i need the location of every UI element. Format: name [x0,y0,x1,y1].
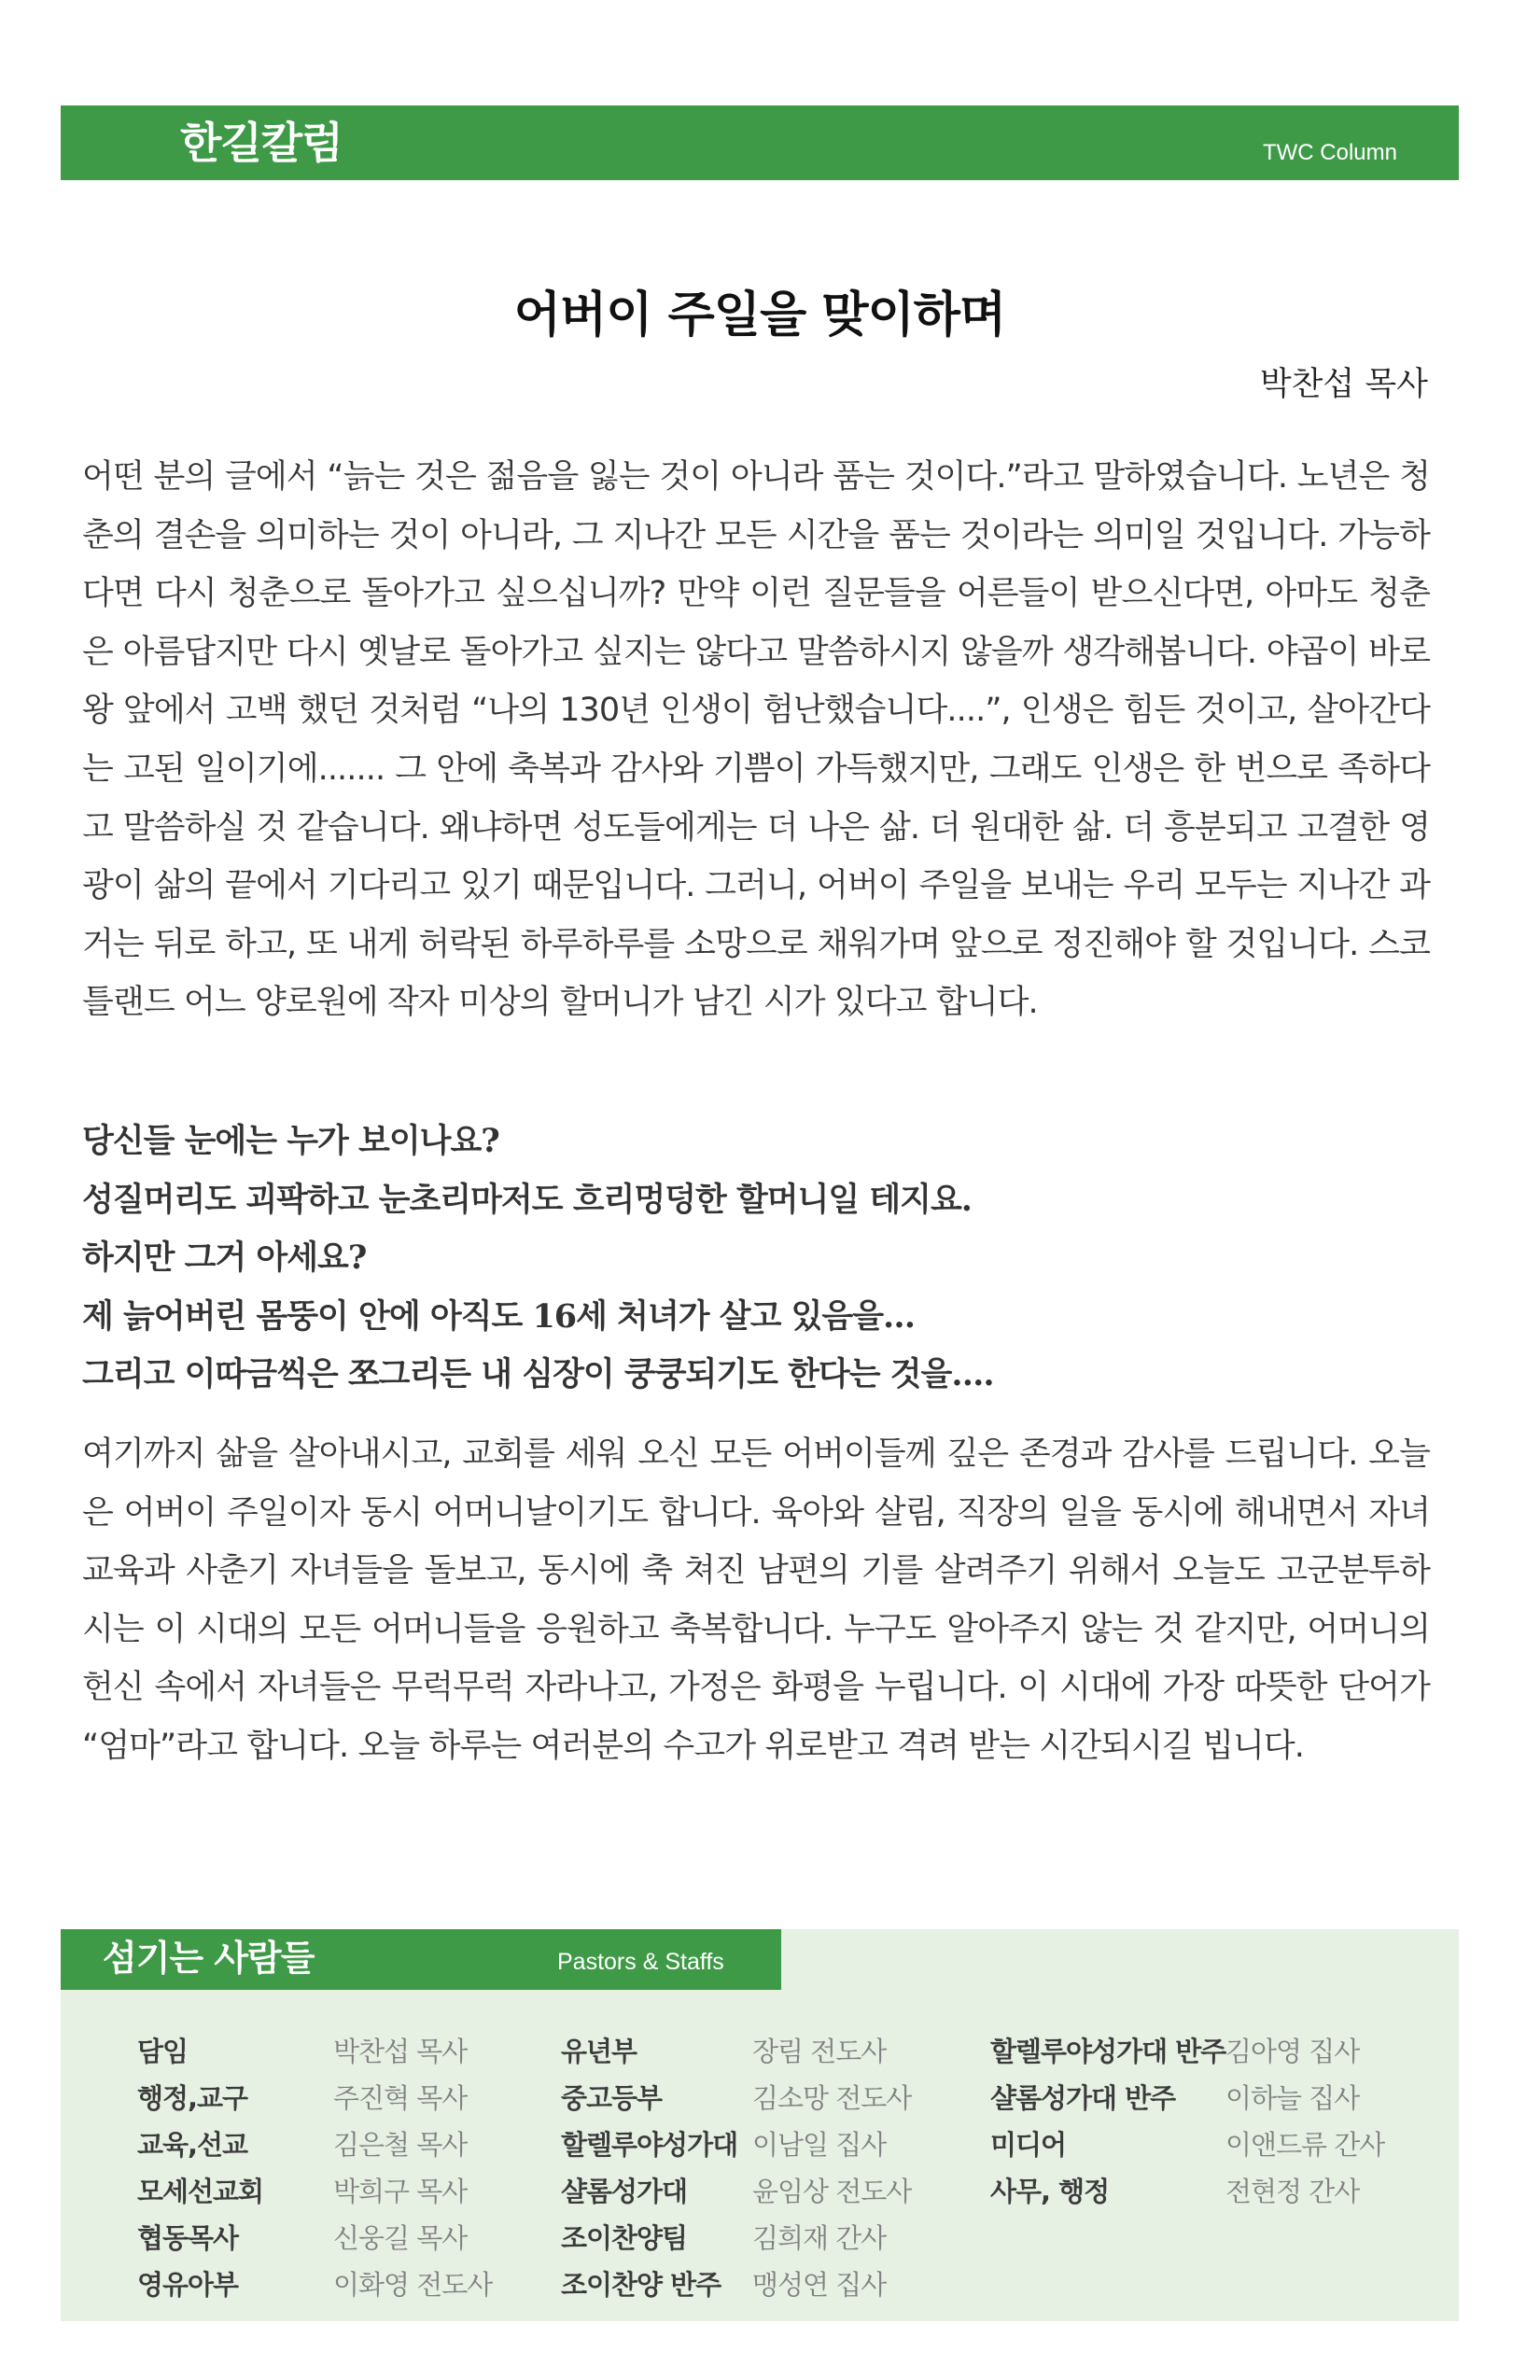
staff-row [561,2028,1009,2075]
staff-name: 이남일 집사 [752,2129,887,2161]
staff-row [990,2028,1438,2075]
staff-name: 이앤드류 간사 [1225,2129,1385,2161]
staff-row [561,2121,1009,2168]
staff-name: 박희구 목사 [333,2176,468,2207]
article-paragraph-2: 여기까지 삶을 살아내시고, 교회를 세워 오신 모든 어버이들께 깊은 존경과 감사를 드립니다. 오늘은 어버이 주일이자 동시 어머니날이기도 합니다. 육아와 살림, 직장의 일을 동시에 해내면서 자녀 교육과 사춘기 자녀들을 돌보고, 동시에 축 쳐진 남편의 기를 살려주기 위해서 오늘도 고군분투하시는 이 시대의 모든 어머니들을 응원하고 축복합니다. 누구도 알아주지 않는 것 같지만, 어머니의 헌신 속에서 자녀들은 무럭무럭 자라나고, 가정은 화평을 누립니다. 이 시대에 가장 따뜻한 단어가 “엄마”라고 합니다. 오늘 하루는 여러분의 수고가 위로받고 격려 받는 시간되시길 빕니다. [82,1435,1430,1765]
staff-column-1 [137,2028,585,2308]
staff-name: 전현정 간사 [1225,2176,1360,2207]
staff-role: 협동목사 [137,2222,239,2254]
staff-role: 행정,교구 [137,2082,248,2114]
staff-column-3 [990,2028,1438,2215]
staff-name: 이화영 전도사 [333,2269,493,2301]
article-author: 박찬섭 목사 [1259,366,1428,403]
column-header-title: 한길칼럼 [180,118,343,168]
staff-subtitle: Pastors & Staffs [557,1949,724,1975]
staff-name: 김희재 간사 [752,2222,887,2254]
staff-name: 이하늘 집사 [1225,2082,1360,2114]
staff-role: 할렐루야성가대 [561,2129,738,2161]
staff-role: 조이찬양팀 [561,2222,688,2254]
poem-line: 당신들 눈에는 누가 보이나요? [82,1122,499,1160]
poem-line: 그리고 이따금씩은 쪼그리든 내 심장이 쿵쿵되기도 한다는 것을…. [82,1355,994,1394]
column-header-bar [61,105,1459,180]
staff-row [137,2028,585,2075]
staff-role: 조이찬양 반주 [561,2269,721,2301]
staff-role: 미디어 [990,2129,1067,2161]
poem-line: 하지만 그거 아세요? [82,1239,367,1278]
poem-block [82,1113,1430,1405]
staff-row [137,2215,585,2261]
poem-line: 성질머리도 괴팍하고 눈초리마저도 흐리멍덩한 할머니일 테지요. [82,1180,972,1219]
staff-row [561,2075,1009,2121]
staff-name: 신웅길 목사 [333,2222,468,2254]
staff-name: 장림 전도사 [752,2036,887,2067]
staff-row [561,2261,1009,2308]
staff-role: 모세선교회 [137,2176,264,2207]
staff-role: 교육,선교 [137,2129,248,2161]
staff-role: 담임 [137,2036,189,2067]
staff-row [137,2261,585,2308]
staff-role: 유년부 [561,2036,637,2067]
staff-row [137,2168,585,2215]
staff-name: 김아영 집사 [1225,2036,1360,2067]
staff-name: 주진혁 목사 [333,2082,468,2114]
column-header-subtitle: TWC Column [1262,140,1397,165]
staff-role: 샬롬성가대 반주 [990,2082,1176,2114]
article-title: 어버이 주일을 맞이하며 [513,287,1006,343]
staff-role: 중고등부 [561,2082,663,2114]
staff-row [137,2121,585,2168]
staff-row [990,2121,1438,2168]
staff-panel [61,1929,1459,2321]
staff-role: 사무, 행정 [990,2176,1110,2207]
staff-row [990,2168,1438,2215]
staff-name: 김은철 목사 [333,2129,468,2161]
article-paragraph-1: 어떤 분의 글에서 “늙는 것은 젊음을 잃는 것이 아니라 품는 것이다.”라고 말하였습니다. 노년은 청춘의 결손을 의미하는 것이 아니라, 그 지나간 모든 시간을 품는 것이라는 의미일 것입니다. 가능하다면 다시 청춘으로 돌아가고 싶으십니까? 만약 이런 질문들을 어른들이 받으신다면, 아마도 청춘은 아름답지만 다시 옛날로 돌아가고 싶지는 않다고 말씀하시지 않을까 생각해봅니다. 야곱이 바로 왕 앞에서 고백 했던 것처럼 “나의 130년 인생이 험난했습니다....”, 인생은 힘든 것이고, 살아간다는 고된 일이기에....... 그 안에 축복과 감사와 기쁨이 가득했지만, 그래도 인생은 한 번으로 족하다고 말씀하실 것 같습니다. 왜냐하면 성도들에게는 더 나은 삶. 더 원대한 삶. 더 흥분되고 고결한 영광이 삶의 끝에서 기다리고 있기 때문입니다. 그러니, 어버이 주일을 보내는 우리 모두는 지나간 과거는 뒤로 하고, 또 내게 허락된 하루하루를 소망으로 채워가며 앞으로 정진해야 할 것입니다. 스코틀랜드 어느 양로원에 작자 미상의 할머니가 남긴 시가 있다고 합니다. [82,458,1430,1022]
staff-row [137,2075,585,2121]
staff-header-bar [61,1929,781,1990]
staff-column-2 [561,2028,1009,2308]
staff-row [561,2215,1009,2261]
staff-name: 맹성연 집사 [752,2269,887,2301]
poem-line: 제 늙어버린 몸뚱이 안에 아직도 16세 처녀가 살고 있음을… [82,1296,916,1336]
staff-name: 박찬섭 목사 [333,2036,468,2067]
staff-row [990,2075,1438,2121]
staff-row [561,2168,1009,2215]
staff-role: 샬롬성가대 [561,2176,688,2207]
staff-role: 영유아부 [137,2269,239,2301]
staff-title: 섬기는 사람들 [103,1938,315,1979]
staff-name: 윤임상 전도사 [752,2176,912,2207]
staff-role: 할렐루야성가대 반주 [990,2036,1226,2067]
staff-name: 김소망 전도사 [752,2082,912,2114]
